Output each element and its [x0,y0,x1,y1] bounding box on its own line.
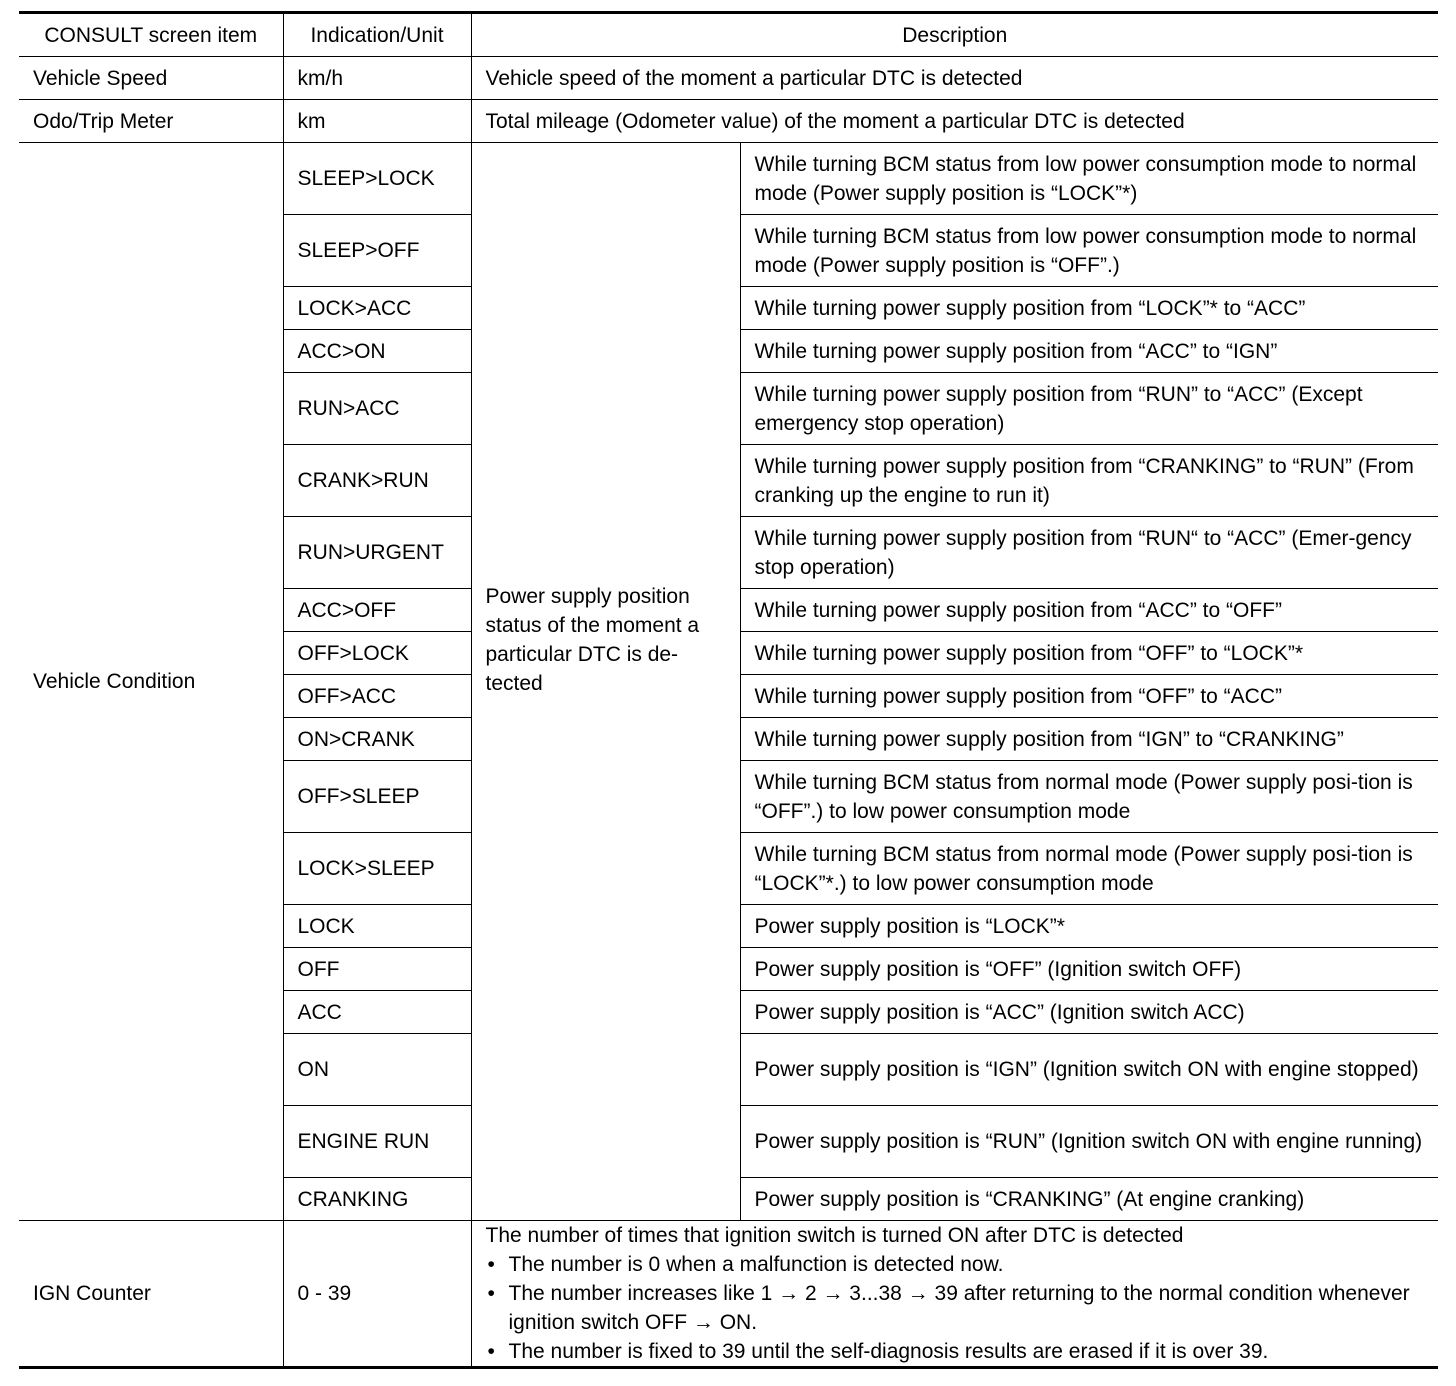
indication-description-cell: While turning power supply position from “IGN” to “CRANKING” [740,718,1438,761]
indication-description-cell: While turning power supply position from “ACC” to “IGN” [740,330,1438,373]
indication-cell: LOCK>SLEEP [283,833,471,905]
indication-cell: OFF>ACC [283,675,471,718]
indication-cell: LOCK [283,905,471,948]
unit-odo-trip: km [283,100,471,143]
table-row-vehicle-condition [19,143,1438,215]
indication-description-cell: Power supply position is “OFF” (Ignition switch OFF) [740,948,1438,991]
indication-cell: ON>CRANK [283,718,471,761]
indication-cell: SLEEP>LOCK [283,143,471,215]
indication-cell: ACC>ON [283,330,471,373]
indication-description-cell: While turning power supply position from “LOCK”* to “ACC” [740,287,1438,330]
ign-counter-bullet-list [486,1250,1425,1366]
indication-description-cell: Power supply position is “ACC” (Ignition switch ACC) [740,991,1438,1034]
indication-cell: OFF>LOCK [283,632,471,675]
group-description-text: Power supply position status of the moment a particular DTC is de-tected [485,584,700,695]
indication-cell: OFF>SLEEP [283,761,471,833]
list-item: • The number increases like 1 → 2 → 3...38 → 39 after returning to the normal condition whenever ignition switch OFF → ON. [486,1279,1425,1337]
indication-description-cell: Power supply position is “LOCK”* [740,905,1438,948]
indication-cell: RUN>ACC [283,373,471,445]
indication-description-cell: While turning BCM status from normal mode (Power supply posi-tion is “LOCK”*.) to low power consumption mode [740,833,1438,905]
table-header-row [19,13,1438,57]
description-vehicle-speed: Vehicle speed of the moment a particular DTC is detected [471,57,1438,100]
indication-cell: ACC [283,991,471,1034]
indication-cell: SLEEP>OFF [283,215,471,287]
indication-description-cell: Power supply position is “IGN” (Ignition switch ON with engine stopped) [740,1034,1438,1106]
indication-cell: CRANKING [283,1178,471,1221]
table-row-odo-trip [19,100,1438,143]
indication-cell: LOCK>ACC [283,287,471,330]
indication-cell: ON [283,1034,471,1106]
indication-cell: CRANK>RUN [283,445,471,517]
item-ign-counter: IGN Counter [19,1221,283,1368]
indication-cell: ENGINE RUN [283,1106,471,1178]
description-odo-trip: Total mileage (Odometer value) of the moment a particular DTC is detected [471,100,1438,143]
item-vehicle-speed: Vehicle Speed [19,57,283,100]
indication-description-cell: While turning BCM status from normal mode (Power supply posi-tion is “OFF”.) to low power consumption mode [740,761,1438,833]
description-ign-counter [471,1221,1438,1368]
indication-description-cell: While turning power supply position from “OFF” to “LOCK”* [740,632,1438,675]
indication-description-cell: While turning power supply position from “CRANKING” to “RUN” (From cranking up the engine to run it) [740,445,1438,517]
indication-cell: ACC>OFF [283,589,471,632]
indication-description-cell: While turning BCM status from low power consumption mode to normal mode (Power supply position is “LOCK”*) [740,143,1438,215]
indication-cell: OFF [283,948,471,991]
indication-cell: RUN>URGENT [283,517,471,589]
indication-description-cell: While turning power supply position from “ACC” to “OFF” [740,589,1438,632]
header-screen-item: CONSULT screen item [19,13,283,57]
consult-data-table [19,11,1438,1369]
unit-ign-counter: 0 - 39 [283,1221,471,1368]
header-description: Description [471,13,1438,57]
header-indication-unit: Indication/Unit [283,13,471,57]
list-item: • The number is 0 when a malfunction is detected now. [486,1250,1425,1279]
unit-vehicle-speed: km/h [283,57,471,100]
table-row-vehicle-speed [19,57,1438,100]
indication-description-cell: While turning power supply position from “RUN” to “ACC” (Except emergency stop operation) [740,373,1438,445]
ign-counter-intro: The number of times that ignition switch is turned ON after DTC is detected [485,1224,1184,1247]
indication-description-cell: Power supply position is “RUN” (Ignition switch ON with engine running) [740,1106,1438,1178]
indication-description-cell: While turning power supply position from “RUN“ to “ACC” (Emer-gency stop operation) [740,517,1438,589]
table-row-ign-counter [19,1221,1438,1368]
indication-description-cell: While turning BCM status from low power consumption mode to normal mode (Power supply position is “OFF”.) [740,215,1438,287]
indication-description-cell: While turning power supply position from “OFF” to “ACC” [740,675,1438,718]
list-item: • The number is fixed to 39 until the self-diagnosis results are erased if it is over 39. [486,1337,1425,1366]
indication-description-cell: Power supply position is “CRANKING” (At engine cranking) [740,1178,1438,1221]
vehicle-condition-group-description [471,143,740,1221]
item-odo-trip: Odo/Trip Meter [19,100,283,143]
item-vehicle-condition: Vehicle Condition [19,143,283,1221]
